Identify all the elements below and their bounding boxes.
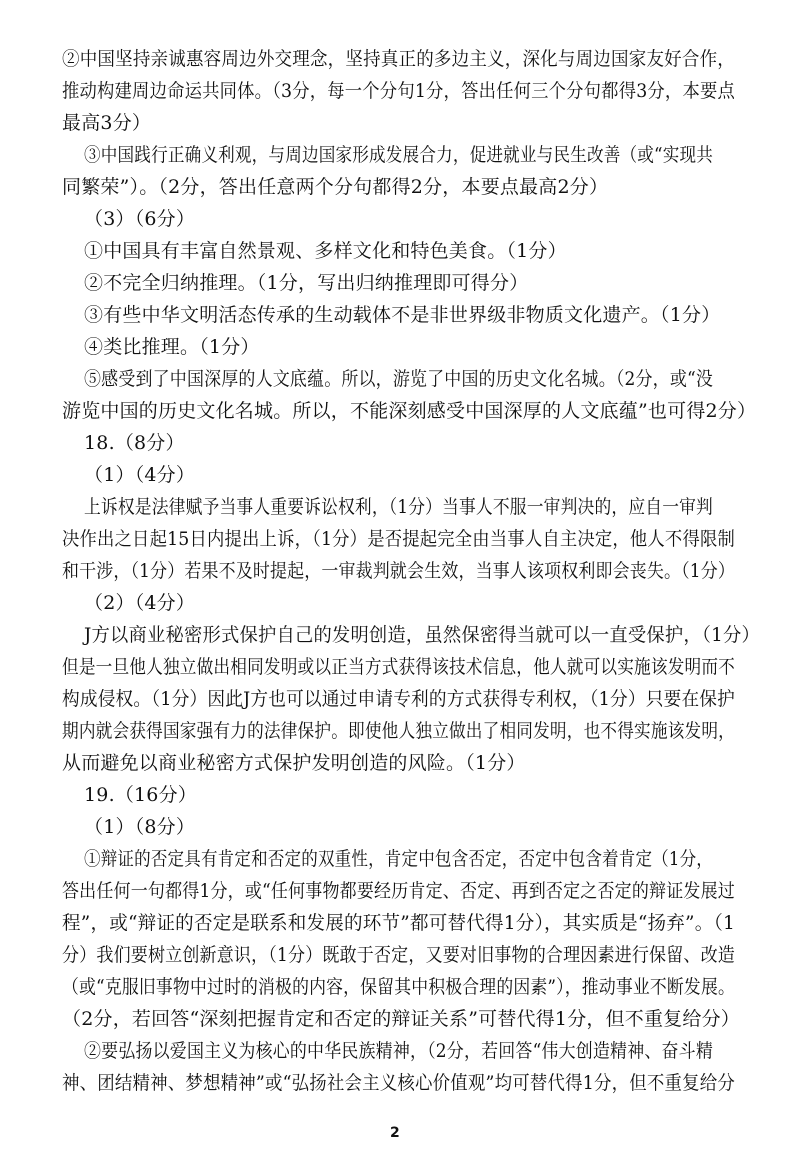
text-line: [84, 335, 800, 359]
text-line-content: （1）（4分）: [84, 464, 196, 486]
text-line: [62, 1071, 800, 1095]
text-line-content: ②中国坚持亲诚惠容周边外交理念，坚持真正的多边主义，深化与周边国家友好合作，: [62, 48, 735, 70]
text-line-content: ②要弘扬以爱国主义为核心的中华民族精神，（2分，若回答“伟大创造精神、奋斗精: [84, 1040, 713, 1062]
text-line-content: J方以商业秘密形式保护自己的发明创造，虽然保密得当就可以一直受保护，（1分）: [84, 624, 760, 646]
text-line-content: 期内就会获得国家强有力的法律保护。即使他人独立做出了相同发明，也不得实施该发明，: [62, 720, 735, 742]
text-line-content: 从而避免以商业秘密方式保护发明创造的风险。（1分）: [62, 752, 526, 774]
text-line-content: ③中国践行正确义利观，与周边国家形成发展合力，促进就业与民生改善（或“实现共: [84, 144, 713, 166]
text-line: [84, 623, 800, 647]
text-line-content: 神、团结精神、梦想精神”或“弘扬社会主义核心价值观”均可替代得1分，但不重复给分: [62, 1072, 735, 1094]
text-line-content: 构成侵权。（1分）因此J方也可以通过申请专利的方式获得专利权，（1分）只要在保护: [62, 688, 735, 710]
text-line: [84, 239, 800, 263]
text-line: [62, 879, 800, 903]
text-line-content: （1）（8分）: [84, 816, 196, 838]
text-line: [62, 175, 800, 199]
text-line: [84, 431, 800, 455]
text-line-content: ④类比推理。（1分）: [84, 336, 260, 358]
text-line-content: 分）我们要树立创新意识，（1分）既敢于否定，又要对旧事物的合理因素进行保留、改造: [62, 944, 735, 966]
text-line-content: 18.（8分）: [84, 432, 185, 454]
text-line: [62, 1007, 800, 1031]
text-line-content: 答出任何一句都得1分，或“任何事物都要经历肯定、否定、再到否定之否定的辩证发展过: [62, 880, 735, 902]
text-line-content: 程”，或“辩证的否定是联系和发展的环节”都可替代得1分），其实质是“扬弃”。（1: [62, 912, 735, 934]
text-line: [62, 751, 800, 775]
text-line: [62, 47, 800, 71]
text-line: [84, 207, 800, 231]
text-line: [84, 303, 800, 327]
text-line: [62, 527, 800, 551]
text-line-content: （2分，若回答“深刻把握肯定和否定的辩证关系”可替代得1分，但不重复给分）: [62, 1008, 741, 1030]
text-line: [62, 79, 800, 103]
text-line: [84, 367, 800, 391]
text-line: [62, 943, 800, 967]
text-line-content: 最高3分）: [62, 112, 152, 134]
page-number: 2: [390, 1125, 400, 1141]
text-line: [62, 975, 800, 999]
text-line-content: （或“克服旧事物中过时的消极的内容，保留其中积极合理的因素”），推动事业不断发展。: [62, 976, 735, 998]
text-line: [84, 271, 800, 295]
text-line: [84, 495, 800, 519]
text-line-content: ⑤感受到了中国深厚的人文底蕴。所以，游览了中国的历史文化名城。（2分，或“没: [84, 368, 713, 390]
text-line: [62, 111, 800, 135]
text-line: [84, 815, 800, 839]
text-line: [84, 847, 800, 871]
text-line: [84, 143, 800, 167]
text-line-content: 游览中国的历史文化名城。所以，不能深刻感受中国深厚的人文底蕴”也可得2分）: [62, 400, 757, 422]
text-line: [62, 655, 800, 679]
text-line-content: ③有些中华文明活态传承的生动载体不是非世界级非物质文化遗产。（1分）: [84, 304, 721, 326]
text-line-content: 同繁荣”）。（2分，答出任意两个分句都得2分，本要点最高2分）: [62, 176, 609, 198]
text-line-content: 但是一旦他人独立做出相同发明或以正当方式获得该技术信息，他人就可以实施该发明而不: [62, 656, 735, 678]
text-line: [62, 911, 800, 935]
text-line: [84, 591, 800, 615]
text-line: [62, 559, 800, 583]
text-line-content: ①中国具有丰富自然景观、多样文化和特色美食。（1分）: [84, 240, 567, 262]
text-line-content: ①辩证的否定具有肯定和否定的双重性，肯定中包含否定，否定中包含着肯定（1分，: [84, 848, 713, 870]
text-line: [84, 1039, 800, 1063]
text-line-content: 决作出之日起15日内提出上诉，（1分）是否提起完全由当事人自主决定，他人不得限制: [62, 528, 735, 550]
text-line-content: 推动构建周边命运共同体。（3分，每一个分句1分，答出任何三个分句都得3分，本要点: [62, 80, 735, 102]
text-line: [84, 783, 800, 807]
text-line-content: 上诉权是法律赋予当事人重要诉讼权利，（1分）当事人不服一审判决的，应自一审判: [84, 496, 713, 518]
text-line: [62, 719, 800, 743]
text-line-content: 19.（16分）: [84, 784, 197, 806]
text-line-content: （3）（6分）: [84, 208, 196, 230]
text-line-content: 和干涉，（1分）若果不及时提起，一审裁判就会生效，当事人该项权利即会丧失。（1分）: [62, 560, 735, 582]
text-line: [84, 463, 800, 487]
text-line-content: ②不完全归纳推理。（1分，写出归纳推理即可得分）: [84, 272, 529, 294]
text-line-content: （2）（4分）: [84, 592, 196, 614]
text-line: [62, 399, 800, 423]
text-line: [62, 687, 800, 711]
